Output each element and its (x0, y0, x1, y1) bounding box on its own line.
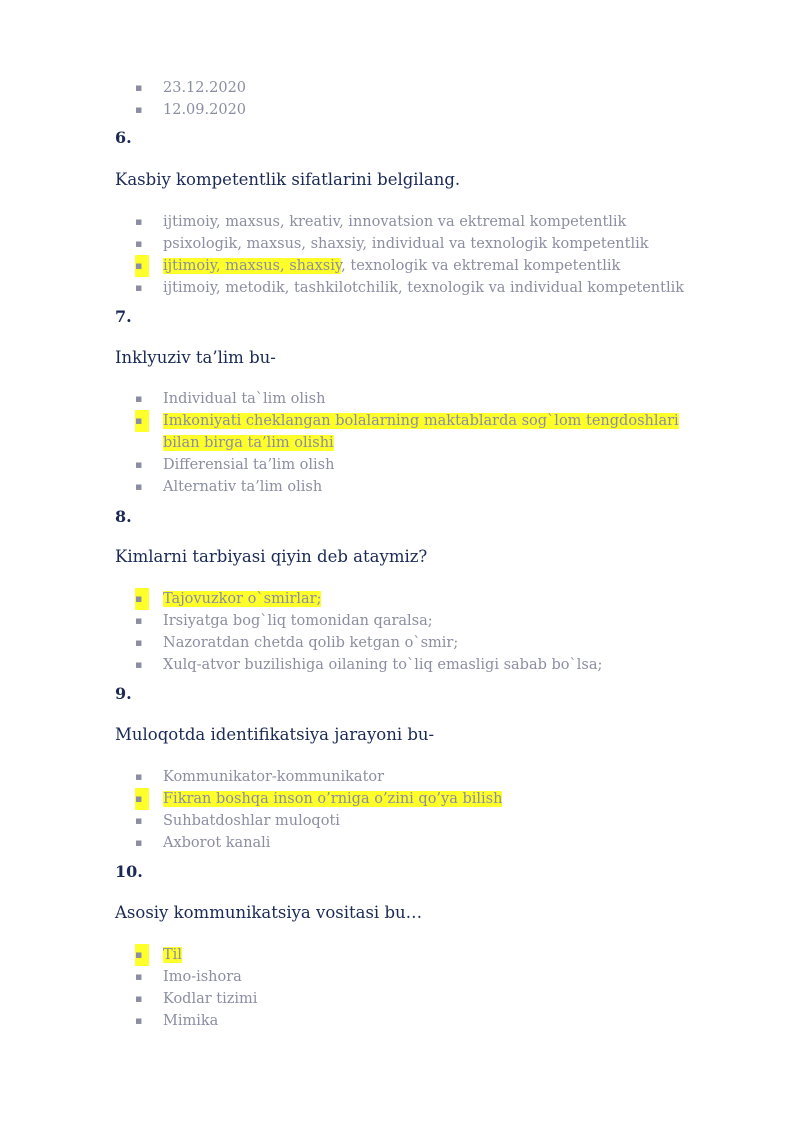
option-item[interactable]: ▪ 23.12.2020 (135, 77, 735, 99)
question-number: 7. (115, 307, 132, 326)
bullet-icon: ▪ (135, 836, 143, 849)
bullet-icon: ▪ (135, 458, 143, 471)
bullet-icon: ▪ (135, 480, 143, 493)
bullet-icon: ▪ (135, 992, 143, 1005)
bullet-icon: ▪ (135, 944, 149, 966)
bullet-icon: ▪ (135, 103, 143, 116)
question-number: 10. (115, 862, 143, 881)
option-item-correct[interactable] (135, 944, 735, 966)
options-list (135, 588, 735, 676)
options-list (135, 388, 735, 498)
question-text: Asosiy kommunikatsiya vositasi bu… (115, 903, 423, 922)
bullet-icon: ▪ (135, 788, 149, 810)
bullet-icon: ▪ (135, 215, 143, 228)
option-item[interactable]: ▪ Alternativ ta’lim olish (135, 476, 735, 498)
option-item[interactable]: ▪ ijtimoiy, metodik, tashkilotchilik, texnologik va individual kompetentlik (135, 277, 735, 299)
bullet-icon: ▪ (135, 614, 143, 627)
bullet-icon: ▪ (135, 1014, 143, 1027)
bullet-icon: ▪ (135, 392, 143, 405)
bullet-icon: ▪ (135, 970, 143, 983)
options-list (135, 211, 735, 299)
bullet-icon: ▪ (135, 255, 149, 277)
highlighted-text: Til (163, 947, 182, 963)
bullet-icon: ▪ (135, 588, 149, 610)
bullet-icon: ▪ (135, 770, 143, 783)
option-item[interactable]: ▪ psixologik, maxsus, shaxsiy, individual va texnologik kompetentlik (135, 233, 735, 255)
bullet-icon: ▪ (135, 410, 149, 432)
option-item[interactable]: ▪ Nazoratdan chetda qolib ketgan o`smir; (135, 632, 735, 654)
option-item[interactable]: ▪ Axborot kanali (135, 832, 735, 854)
question-number: 6. (115, 128, 132, 147)
question-number: 8. (115, 507, 132, 526)
option-item-correct[interactable] (135, 588, 735, 610)
highlighted-text: Tajovuzkor o`smirlar; (163, 591, 322, 607)
bullet-icon: ▪ (135, 658, 143, 671)
option-item[interactable]: ▪ Imo-ishora (135, 966, 735, 988)
option-item[interactable]: ▪ 12.09.2020 (135, 99, 735, 121)
question-number: 9. (115, 684, 132, 703)
option-item[interactable]: ▪ Suhbatdoshlar muloqoti (135, 810, 735, 832)
options-list (135, 766, 735, 854)
option-item[interactable]: ▪ Individual ta`lim olish (135, 388, 735, 410)
option-item[interactable]: ▪ Irsiyatga bog`liq tomonidan qaralsa; (135, 610, 735, 632)
option-item-correct[interactable]: ▪ ijtimoiy, maxsus, shaxsiy, texnologik va ektremal kompetentlik (135, 255, 735, 277)
option-item[interactable]: ▪ Kodlar tizimi (135, 988, 735, 1010)
option-item[interactable]: ▪ Differensial ta’lim olish (135, 454, 735, 476)
bullet-icon: ▪ (135, 814, 143, 827)
question-text: Muloqotda identifikatsiya jarayoni bu- (115, 725, 435, 744)
option-item[interactable]: ▪ Mimika (135, 1010, 735, 1032)
option-item-correct[interactable] (135, 788, 735, 810)
highlighted-text: Fikran boshqa inson o’rniga o’zini qo’ya bilish (163, 791, 503, 807)
question-text: Kasbiy kompetentlik sifatlarini belgilang. (115, 170, 461, 189)
bullet-icon: ▪ (135, 636, 143, 649)
bullet-icon: ▪ (135, 81, 143, 94)
bullet-icon: ▪ (135, 237, 143, 250)
options-list (135, 944, 735, 1032)
question-text: Kimlarni tarbiyasi qiyin deb ataymiz? (115, 547, 428, 566)
highlighted-text: Imkoniyati cheklangan bolalarning maktablarda sog`lom tengdoshlari (163, 413, 679, 429)
highlighted-text: ijtimoiy, maxsus, shaxsiy (163, 258, 342, 274)
question-text: Inklyuziv ta’lim bu- (115, 348, 276, 367)
option-item[interactable]: ▪ ijtimoiy, maxsus, kreativ, innovatsion va ektremal kompetentlik (135, 211, 735, 233)
option-item[interactable]: ▪ Xulq-atvor buzilishiga oilaning to`liq emasligi sabab bo`lsa; (135, 654, 735, 676)
option-item[interactable]: ▪ Kommunikator-kommunikator (135, 766, 735, 788)
bullet-icon: ▪ (135, 281, 143, 294)
highlighted-text: bilan birga ta’lim olishi (163, 435, 334, 451)
option-item-correct[interactable] (135, 410, 735, 454)
prev-options-list (135, 77, 735, 121)
